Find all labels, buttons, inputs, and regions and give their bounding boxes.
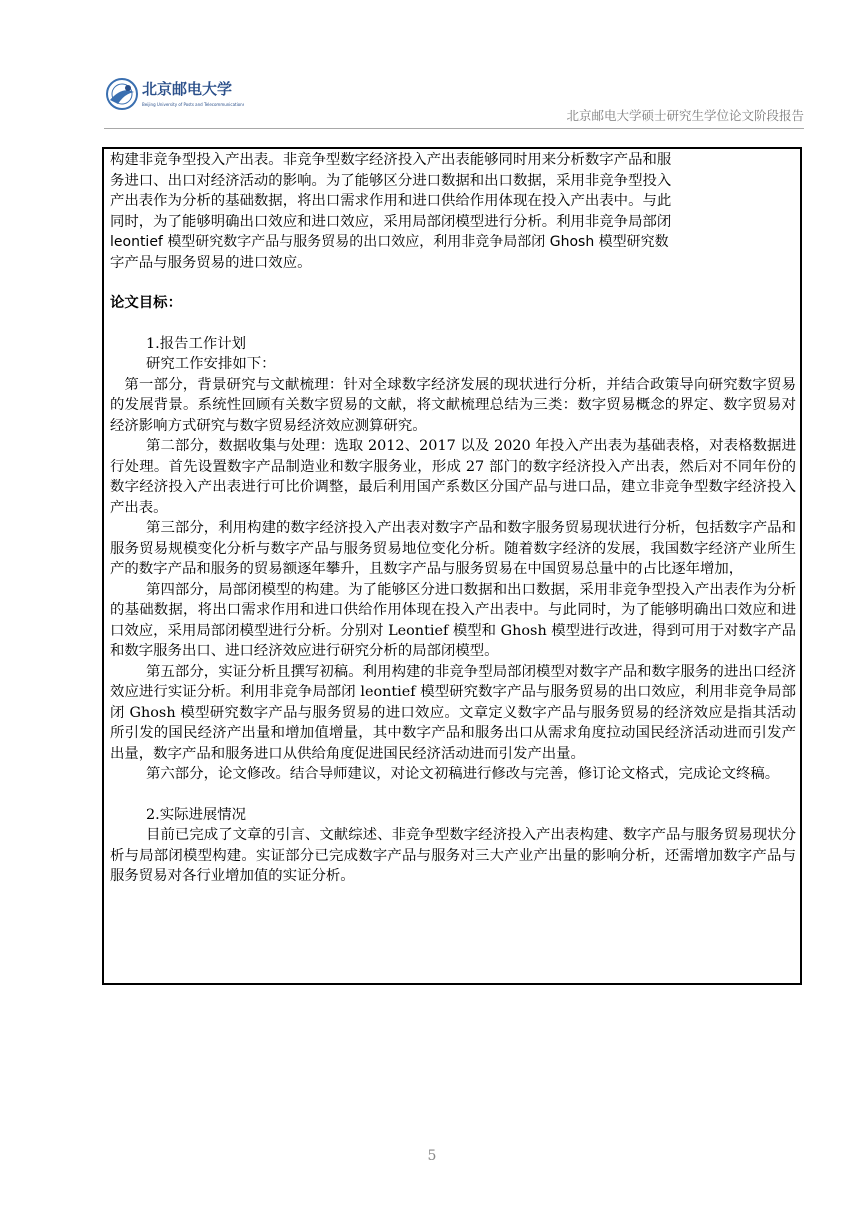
part-1-paragraph: 第一部分，背景研究与文献梳理：针对全球数字经济发展的现状进行分析，并结合政策导向研究数字贸易的发展背景。系统性回顾有关数字贸易的文献，将文献梳理总结为三类：数字贸易概念的界定、数字贸易对经济影响方式研究与数字贸易经济效应测算研究。 xyxy=(110,376,796,434)
part-2-paragraph: 第二部分，数据收集与处理：选取 2012、2017 以及 2020 年投入产出表为基础表格，对表格数据进行处理。首先设置数字产品制造业和数字服务业，形成 27 部门的数字经济投入产出表，然后对不同年份的数字经济投入产出表进行可比价调整，最后利用国产系数区分国产品与进口品，建立非竞争型数字经济投入产出表。 xyxy=(110,438,796,516)
report-body xyxy=(110,150,796,887)
part-6-paragraph: 第六部分，论文修改。结合导师建议，对论文初稿进行修改与完善，修订论文格式，完成论文终稿。 xyxy=(146,766,780,782)
progress-title: 2.实际进展情况 xyxy=(146,806,247,823)
intro-line-5: leontief 模型研究数字产品与服务贸易的出口效应，利用非竞争局部闭 Ghosh 模型研究数 xyxy=(110,234,669,250)
plan-title: 1.报告工作计划 xyxy=(146,335,247,352)
progress-paragraph: 目前已完成了文章的引言、文献综述、非竞争型数字经济投入产出表构建、数字产品与服务贸易现状分析与局部闭模型构建。实证部分已完成数字产品与服务对三大产业产出量的影响分析，还需增加数字产品与服务贸易对各行业增加值的实证分析。 xyxy=(110,827,796,884)
plan-intro: 研究工作安排如下： xyxy=(146,356,276,372)
intro-line-6: 字产品与服务贸易的进口效应。 xyxy=(110,254,312,271)
university-logo xyxy=(104,74,244,114)
part-4-paragraph: 第四部分，局部闭模型的构建。为了能够区分进口数据和出口数据，采用非竞争型投入产出表作为分析的基础数据，将出口需求作用和进口供给作用体现在投入产出表中。与此同时，为了能够明确出口效应和进口效应，采用局部闭模型进行分析。分别对 Leontief 模型和 Ghosh 模型进行改进，得到可用于对数字产品和数字服务出口、进口经济效应进行研究分析的局部闭模型。 xyxy=(110,581,796,659)
part-5-paragraph: 第五部分，实证分析且撰写初稿。利用构建的非竞争型局部闭模型对数字产品和数字服务的进出口经济效应进行实证分析。利用非竞争局部闭 leontief 模型研究数字产品与服务贸易的出口效应，利用非竞争局部闭 Ghosh 模型研究数字产品与服务贸易的进口效应。文章定义数字产品与服务贸易的经济效应是指其活动所引发的国民经济产出量和增加值增量，其中数字产品和服务出口从需求角度拉动国民经济活动进而引发产出量，数字产品和服务进口从供给角度促进国民经济活动进而引发产出量。 xyxy=(110,663,796,762)
intro-line-1: 构建非竞争型投入产出表。非竞争型数字经济投入产出表能够同时用来分析数字产品和服 xyxy=(110,152,672,168)
intro-line-4: 同时，为了能够明确出口效应和进口效应，采用局部闭模型进行分析。利用非竞争局部闭 xyxy=(110,213,672,230)
svg-text:北京邮电大学: 北京邮电大学 xyxy=(142,80,233,98)
intro-line-2: 务进口、出口对经济活动的影响。为了能够区分进口数据和出口数据，采用非竞争型投入 xyxy=(110,172,672,189)
page-number: 5 xyxy=(427,1148,437,1164)
svg-text:Beijing University of Posts an: Beijing University of Posts and Telecommunications xyxy=(142,102,244,107)
goal-heading: 论文目标： xyxy=(110,294,182,311)
part-3-paragraph: 第三部分，利用构建的数字经济投入产出表对数字产品和数字服务贸易现状进行分析，包括数字产品和服务贸易规模变化分析与数字产品与服务贸易地位变化分析。随着数字经济的发展，我国数字经济产业所生产的数字产品和服务的贸易额逐年攀升，且数字产品与服务贸易在中国贸易总量中的占比逐年增加， xyxy=(110,520,796,577)
intro-line-3: 产出表作为分析的基础数据，将出口需求作用和进口供给作用体现在投入产出表中。与此 xyxy=(110,193,672,209)
header-divider xyxy=(104,128,804,129)
report-header-title: 北京邮电大学硕士研究生学位论文阶段报告 xyxy=(566,108,804,123)
